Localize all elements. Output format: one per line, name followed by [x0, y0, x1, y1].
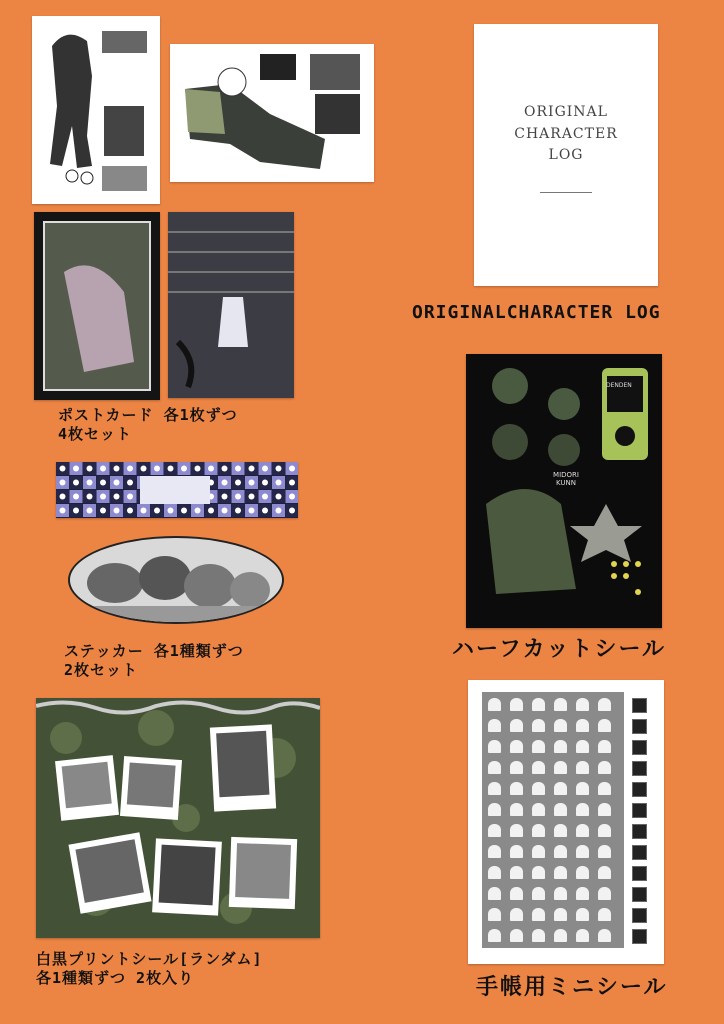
flower-icon — [289, 466, 295, 472]
flower-icon — [249, 508, 255, 514]
flower-icon — [208, 508, 214, 514]
flower-icon — [141, 508, 147, 514]
mini-seal-item — [510, 719, 523, 732]
mini-seal-item — [510, 761, 523, 774]
flower-icon — [114, 494, 120, 500]
mini-seal-sheet — [468, 680, 664, 964]
flower-icon — [222, 466, 228, 472]
mini-seal-item — [598, 845, 611, 858]
halfcut-seal-sheet — [466, 354, 662, 628]
flower-icon — [127, 494, 133, 500]
mini-seal-item — [598, 698, 611, 711]
flower-icon — [127, 508, 133, 514]
mini-seal-item — [576, 782, 589, 795]
mini-seal-item — [576, 719, 589, 732]
postcard-dark-1-art — [34, 212, 160, 400]
mini-seal-item — [510, 698, 523, 711]
flower-icon — [73, 466, 79, 472]
mini-seal-item — [532, 908, 545, 921]
flower-icon — [262, 480, 268, 486]
flower-icon — [262, 466, 268, 472]
mini-seal-item — [532, 803, 545, 816]
flower-icon — [73, 480, 79, 486]
mini-seal-item — [598, 761, 611, 774]
mini-seal-side-item — [632, 761, 647, 776]
flower-icon — [87, 480, 93, 486]
mini-seal-item — [598, 719, 611, 732]
mini-seal-item — [532, 719, 545, 732]
sheep-illustration — [70, 538, 282, 622]
print-seal-3 — [210, 724, 276, 811]
mini-seal-item — [576, 803, 589, 816]
mini-seal-item — [532, 866, 545, 879]
flower-pattern-art — [56, 462, 298, 518]
mini-seal-item — [598, 824, 611, 837]
mini-seal-side-item — [632, 887, 647, 902]
mini-seal-item — [488, 719, 501, 732]
sketch-figure-illustration — [32, 16, 160, 204]
mini-seal-item — [488, 929, 501, 942]
mini-seal-item — [598, 929, 611, 942]
monochrome-seals-label: 白黒プリントシール[ランダム] 各1種類ずつ 2枚入り — [36, 950, 263, 987]
mini-seal-item — [532, 887, 545, 900]
mini-seal-item — [598, 782, 611, 795]
flower-icon — [289, 508, 295, 514]
mini-seal-item — [576, 698, 589, 711]
mini-seal-item — [554, 887, 567, 900]
mini-seal-item — [510, 782, 523, 795]
mini-seal-item — [554, 803, 567, 816]
log-book-cover — [474, 24, 658, 286]
flower-icon — [181, 508, 187, 514]
flower-icon — [235, 466, 241, 472]
flower-icon — [141, 466, 147, 472]
flower-icon — [222, 480, 228, 486]
flower-icon — [289, 494, 295, 500]
mini-seal-item — [488, 698, 501, 711]
print-seal-6 — [229, 837, 297, 909]
flower-icon — [154, 466, 160, 472]
mini-seal-side-item — [632, 908, 647, 923]
mini-seal-item — [532, 782, 545, 795]
mini-seal-item — [510, 887, 523, 900]
mini-seal-item — [554, 761, 567, 774]
flower-icon — [195, 508, 201, 514]
mini-seal-item — [532, 824, 545, 837]
mini-seal-label: 手帳用ミニシール — [476, 975, 668, 1000]
postcard-sketch-2 — [170, 44, 374, 182]
mini-seal-item — [598, 887, 611, 900]
mini-seal-side-item — [632, 929, 647, 944]
print-seal-1 — [55, 755, 119, 821]
halfcut-seal-label: ハーフカットシール — [452, 637, 667, 662]
mini-seal-item — [554, 719, 567, 732]
flower-icon — [100, 466, 106, 472]
mini-seal-item — [554, 866, 567, 879]
mini-seal-item — [576, 866, 589, 879]
mini-seal-item — [554, 929, 567, 942]
mini-seal-item — [488, 782, 501, 795]
flower-icon — [195, 466, 201, 472]
flower-icon — [87, 466, 93, 472]
flower-icon — [168, 508, 174, 514]
flower-icon — [235, 480, 241, 486]
flower-icon — [222, 494, 228, 500]
mini-seal-side-item — [632, 866, 647, 881]
mini-seal-item — [532, 845, 545, 858]
flower-icon — [60, 480, 66, 486]
mini-seal-side-item — [632, 845, 647, 860]
flower-icon — [235, 494, 241, 500]
sitting-figure-illustration — [170, 44, 374, 182]
flower-icon — [87, 494, 93, 500]
mini-seal-item — [532, 929, 545, 942]
flower-icon — [100, 508, 106, 514]
flower-icon — [127, 466, 133, 472]
flower-icon — [114, 508, 120, 514]
mini-seal-item — [510, 845, 523, 858]
mini-seal-side-item — [632, 824, 647, 839]
monochrome-seals-photo — [36, 698, 320, 938]
flower-icon — [289, 480, 295, 486]
mini-seal-side-item — [632, 740, 647, 755]
halfcut-sheet-text-top: DENDEN — [606, 382, 632, 389]
mini-seal-item — [532, 740, 545, 753]
mini-seal-item — [510, 866, 523, 879]
flower-icon — [262, 508, 268, 514]
flower-icon — [114, 480, 120, 486]
mini-seal-item — [554, 845, 567, 858]
print-seal-5 — [152, 838, 222, 915]
mini-seal-item — [510, 824, 523, 837]
mini-seal-item — [576, 929, 589, 942]
mini-seal-item — [532, 761, 545, 774]
mini-seal-item — [488, 887, 501, 900]
postcard-dark-2-art — [168, 212, 294, 398]
flower-icon — [100, 480, 106, 486]
mini-seal-item — [554, 782, 567, 795]
mini-seal-item — [488, 803, 501, 816]
mini-seal-item — [488, 845, 501, 858]
mini-seal-item — [510, 908, 523, 921]
mini-seal-item — [598, 803, 611, 816]
mini-seal-item — [488, 761, 501, 774]
pattern-strip-sticker — [56, 462, 298, 518]
flower-icon — [249, 466, 255, 472]
flower-icon — [276, 508, 282, 514]
log-book-cover-title: ORIGINAL CHARACTER LOG — [514, 104, 618, 164]
flower-icon — [249, 494, 255, 500]
flower-icon — [249, 480, 255, 486]
mini-seal-item — [488, 866, 501, 879]
postcards-label: ポストカード 各1枚ずつ 4枚セット — [58, 406, 238, 443]
mini-seal-side-item — [632, 782, 647, 797]
halfcut-seal-art — [466, 354, 662, 628]
flower-icon — [73, 508, 79, 514]
mini-seal-grid — [482, 692, 624, 948]
mini-seal-item — [554, 908, 567, 921]
mini-seal-item — [554, 698, 567, 711]
flower-icon — [60, 508, 66, 514]
mini-seal-side-item — [632, 698, 647, 713]
flower-icon — [181, 466, 187, 472]
flower-icon — [222, 508, 228, 514]
mini-seal-side-item — [632, 803, 647, 818]
flower-icon — [276, 480, 282, 486]
mini-seal-item — [488, 824, 501, 837]
flower-icon — [73, 494, 79, 500]
flower-icon — [100, 494, 106, 500]
mini-seal-item — [510, 803, 523, 816]
mini-seal-item — [576, 824, 589, 837]
postcard-dark-2 — [168, 212, 294, 398]
mini-seal-item — [576, 845, 589, 858]
postcard-sketch-1 — [32, 16, 160, 204]
mini-seal-item — [576, 740, 589, 753]
mini-seal-item — [488, 740, 501, 753]
flower-icon — [154, 508, 160, 514]
pattern-center-panel — [140, 476, 210, 504]
flower-icon — [87, 508, 93, 514]
mini-seal-item — [532, 698, 545, 711]
flower-icon — [168, 466, 174, 472]
mini-seal-item — [488, 908, 501, 921]
print-seal-4 — [68, 832, 151, 913]
mini-seal-item — [510, 740, 523, 753]
mini-seal-side-item — [632, 719, 647, 734]
mini-seal-item — [554, 740, 567, 753]
flower-icon — [276, 494, 282, 500]
sheep-oval-sticker — [68, 536, 284, 624]
mini-seal-item — [554, 824, 567, 837]
mini-seal-item — [598, 866, 611, 879]
print-seal-2 — [120, 756, 182, 820]
flower-icon — [60, 494, 66, 500]
flower-icon — [208, 466, 214, 472]
postcard-dark-1 — [34, 212, 160, 400]
flower-icon — [262, 494, 268, 500]
flower-icon — [276, 466, 282, 472]
flower-icon — [60, 466, 66, 472]
mini-seal-item — [576, 908, 589, 921]
flower-icon — [235, 508, 241, 514]
stickers-label: ステッカー 各1種類ずつ 2枚セット — [64, 642, 244, 679]
halfcut-sheet-text-mid: MIDORI KUNN — [553, 471, 579, 487]
mini-seal-item — [598, 908, 611, 921]
cover-doodle-icon — [540, 182, 592, 193]
mini-seal-item — [598, 740, 611, 753]
log-book-label: ORIGINALCHARACTER LOG — [412, 302, 661, 323]
mini-seal-item — [510, 929, 523, 942]
mini-seal-side-column — [628, 692, 650, 948]
flower-icon — [127, 480, 133, 486]
mini-seal-item — [576, 761, 589, 774]
flower-icon — [114, 466, 120, 472]
mini-seal-item — [576, 887, 589, 900]
